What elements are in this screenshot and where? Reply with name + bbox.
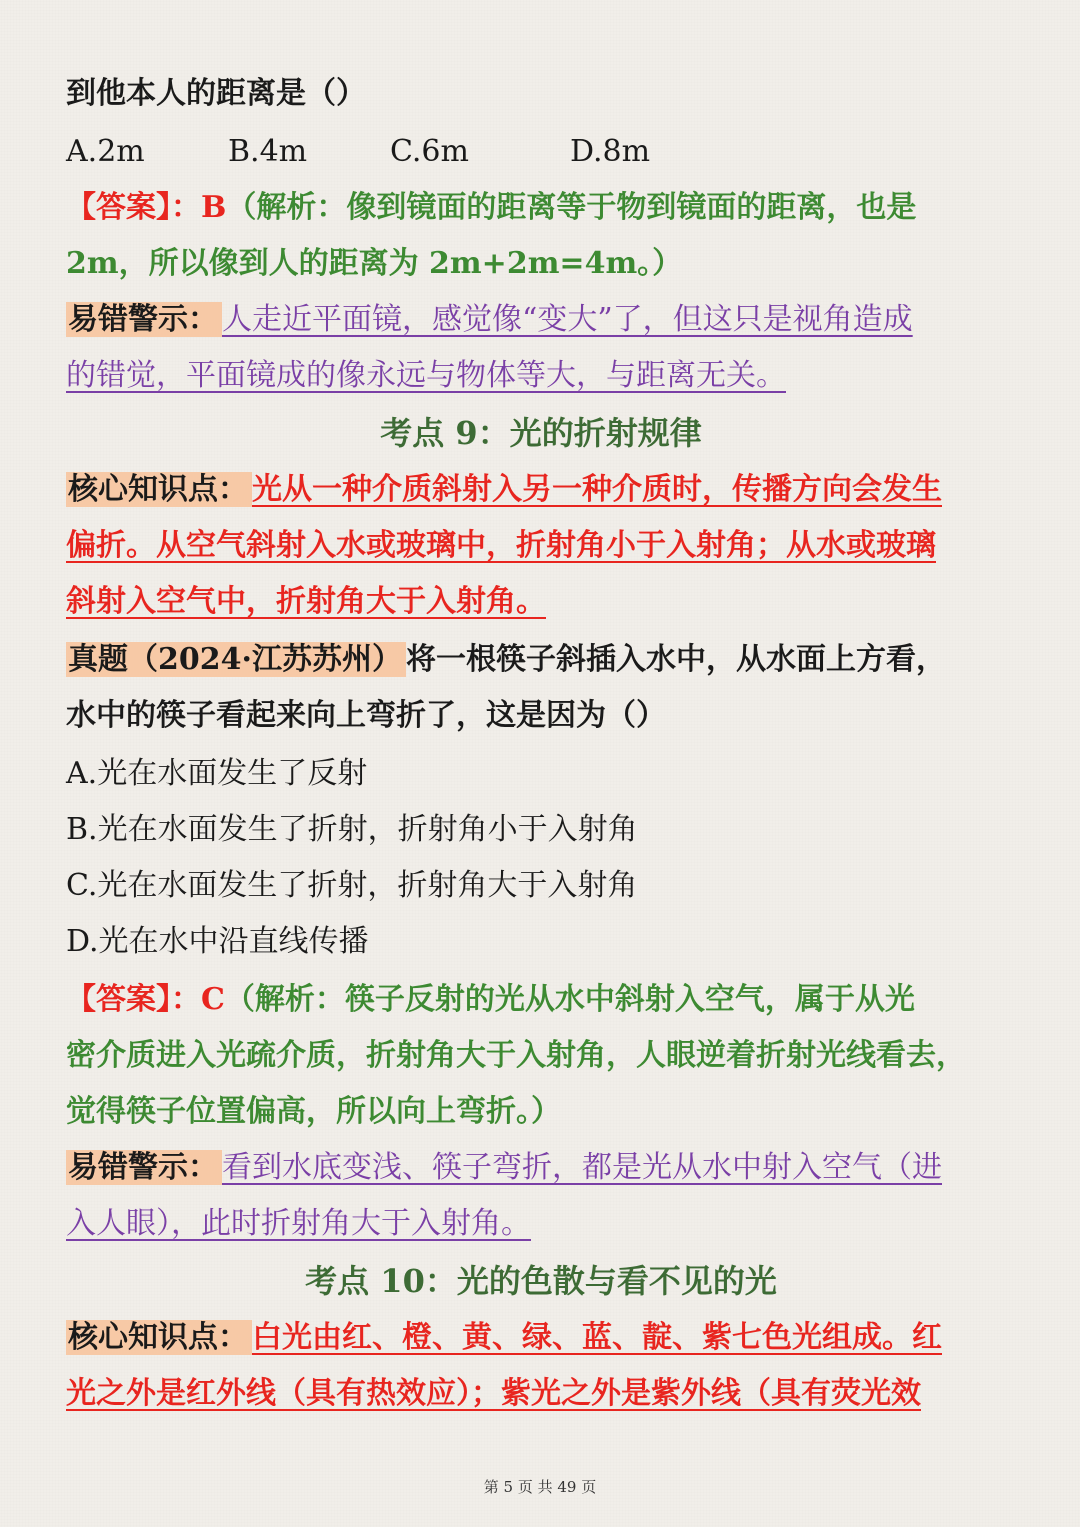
option-a: A.2m [66,134,145,169]
analysis-text: （解析：像到镜面的距离等于物到镜面的距离，也是 [226,190,917,225]
warning-text: 看到水底变浅、筷子弯折，都是光从水中射入空气（进 [222,1150,942,1185]
option-d: D.8m [570,134,651,169]
warning-line [66,298,913,342]
warning-line-cont [66,1202,531,1246]
core-text-cont: 光之外是红外线（具有热效应）；紫光之外是紫外线（具有荧光效 [66,1376,921,1411]
question-stem-tail: 到他本人的距离是（） [66,76,366,111]
core-label: 核心知识点： [66,472,252,507]
analysis-text-cont2: 觉得筷子位置偏高，所以向上弯折。） [66,1094,561,1129]
question-line [66,638,946,682]
core-text: 白光由红、橙、黄、绿、蓝、靛、紫七色光组成。红 [252,1320,942,1355]
core-line-cont [66,1372,921,1416]
answer-label: 【答案】： [66,190,201,225]
section-heading-9: 考点 9：光的折射规律 [380,414,702,452]
question-text-cont: 水中的筷子看起来向上弯折了，这是因为（） [66,698,666,733]
analysis-text: （解析：筷子反射的光从水中斜射入空气，属于从光 [224,982,915,1017]
section-heading-10: 考点 10：光的色散与看不见的光 [305,1262,777,1300]
option-c: C.6m [390,134,469,169]
warning-line [66,1146,942,1190]
option-c: C.光在水面发生了折射，折射角大于入射角 [66,868,638,903]
analysis-text-cont: 密介质进入光疏介质，折射角大于入射角，人眼逆着折射光线看去， [66,1038,966,1073]
answer-label: 【答案】： [66,982,201,1017]
answer-letter: B [201,190,227,225]
core-line-cont [66,524,936,568]
option-b: B.光在水面发生了折射，折射角小于入射角 [66,812,638,847]
warning-label: 易错警示： [66,302,222,337]
question-source: 真题（2024·江苏苏州） [66,642,406,677]
core-line [66,1316,942,1360]
options-row [66,130,732,174]
page-footer: 第 5 页 共 49 页 [483,1478,597,1496]
core-line-cont2 [66,580,546,624]
warning-label: 易错警示： [66,1150,222,1185]
answer-line [66,978,915,1022]
core-text-cont: 偏折。从空气斜射入水或玻璃中，折射角小于入射角；从水或玻璃 [66,528,936,563]
warning-text-cont: 入人眼），此时折射角大于入射角。 [66,1206,531,1241]
answer-line [66,186,916,230]
question-text: 将一根筷子斜插入水中，从水面上方看， [405,642,946,677]
option-d: D.光在水中沿直线传播 [66,924,369,959]
core-line [66,468,942,512]
answer-letter: C [201,982,225,1017]
core-text: 光从一种介质斜射入另一种介质时，传播方向会发生 [252,472,942,507]
warning-text-cont: 的错觉，平面镜成的像永远与物体等大，与距离无关。 [66,358,786,393]
analysis-text-cont: 2m，所以像到人的距离为 2m+2m=4m。） [66,246,683,281]
core-text-cont2: 斜射入空气中，折射角大于入射角。 [66,584,546,619]
option-a: A.光在水面发生了反射 [66,756,368,791]
core-label: 核心知识点： [66,1320,252,1355]
warning-text: 人走近平面镜，感觉像“变大”了，但这只是视角造成 [222,302,913,337]
warning-line-cont [66,354,786,398]
option-b: B.4m [228,134,308,169]
